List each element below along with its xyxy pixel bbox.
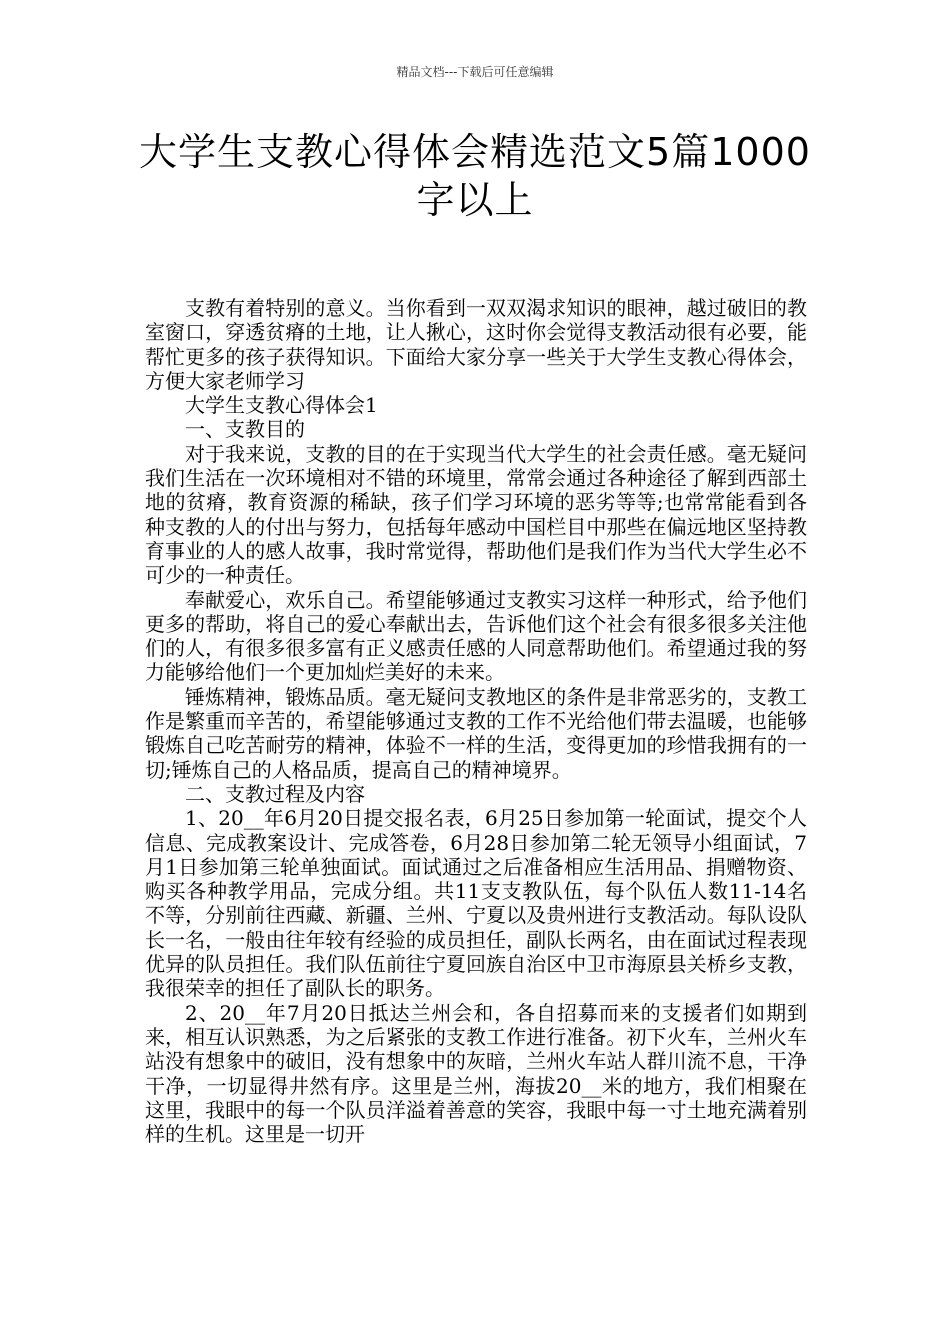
body-paragraph: 奉献爱心，欢乐自己。希望能够通过支教实习这样一种形式，给予他们更多的帮助，将自己的爱心奉献出去，告诉他们这个社会有很多很多关注他们的人，有很多很多富有正义感责任感的人同意帮助他们。希望通过我的努力能够给他们一个更加灿烂美好的未来。 bbox=[145, 587, 807, 685]
body-paragraph: 对于我来说，支教的目的在于实现当代大学生的社会责任感。毫无疑问我们生活在一次环境相对不错的环境里，常常会通过各种途径了解到西部土地的贫瘠，教育资源的稀缺，孩子们学习环境的恶劣等等;也常常能看到各种支教的人的付出与努力，包括每年感动中国栏目中那些在偏远地区坚持教育事业的人的感人故事，我时常觉得，帮助他们是我们作为当代大学生必不可少的一种责任。 bbox=[145, 441, 807, 588]
body-paragraph: 1、20__年6月20日提交报名表，6月25日参加第一轮面试，提交个人信息、完成教案设计、完成答卷，6月28日参加第二轮无领导小组面试，7月1日参加第三轮单独面试。面试通过之后准备相应生活用品、捐赠物资、购买各种教学用品，完成分组。共11支支教队伍，每个队伍人数11-14名不等，分别前往西藏、新疆、兰州、宁夏以及贵州进行支教活动。每队设队长一名，一般由往年较有经验的成员担任，副队长两名，由在面试过程表现优异的队员担任。我们队伍前往宁夏回族自治区中卫市海原县关桥乡支教，我很荣幸的担任了副队长的职务。 bbox=[145, 806, 807, 1001]
subsection-heading: 一、支教目的 bbox=[185, 417, 305, 442]
section-heading: 大学生支教心得体会1 bbox=[185, 393, 378, 418]
subsection-heading: 二、支教过程及内容 bbox=[185, 781, 365, 806]
document-body bbox=[145, 296, 807, 1146]
document-title-line-2: 字以上 bbox=[416, 178, 534, 222]
body-paragraph: 锤炼精神，锻炼品质。毫无疑问支教地区的条件是非常恶劣的，支教工作是繁重而辛苦的，希望能够通过支教的工作不光给他们带去温暖，也能够锻炼自己吃苦耐劳的精神，体验不一样的生活，变得更加的珍惜我拥有的一切;锤炼自己的人格品质，提高自己的精神境界。 bbox=[145, 684, 807, 782]
intro-paragraph: 支教有着特别的意义。当你看到一双双渴求知识的眼神，越过破旧的教室窗口，穿透贫瘠的土地，让人揪心，这时你会觉得支教活动很有必要，能帮忙更多的孩子获得知识。下面给大家分享一些关于大学生支教心得体会，方便大家老师学习 bbox=[145, 296, 807, 393]
page-header: 精品文档---下载后可任意编辑 bbox=[396, 65, 554, 79]
document-title bbox=[120, 128, 830, 224]
document-title-line-1: 大学生支教心得体会精选范文5篇1000 bbox=[139, 130, 811, 174]
body-paragraph: 2、20__年7月20日抵达兰州会和，各自招募而来的支援者们如期到来，相互认识熟悉，为之后紧张的支教工作进行准备。初下火车，兰州火车站没有想象中的破旧，没有想象中的灰暗，兰州火车站人群川流不息，干净干净，一切显得井然有序。这里是兰州，海拔20__米的地方，我们相聚在这里，我眼中的每一个队员洋溢着善意的笑容，我眼中每一寸土地充满着别样的生机。这里是一切开 bbox=[145, 1000, 807, 1147]
